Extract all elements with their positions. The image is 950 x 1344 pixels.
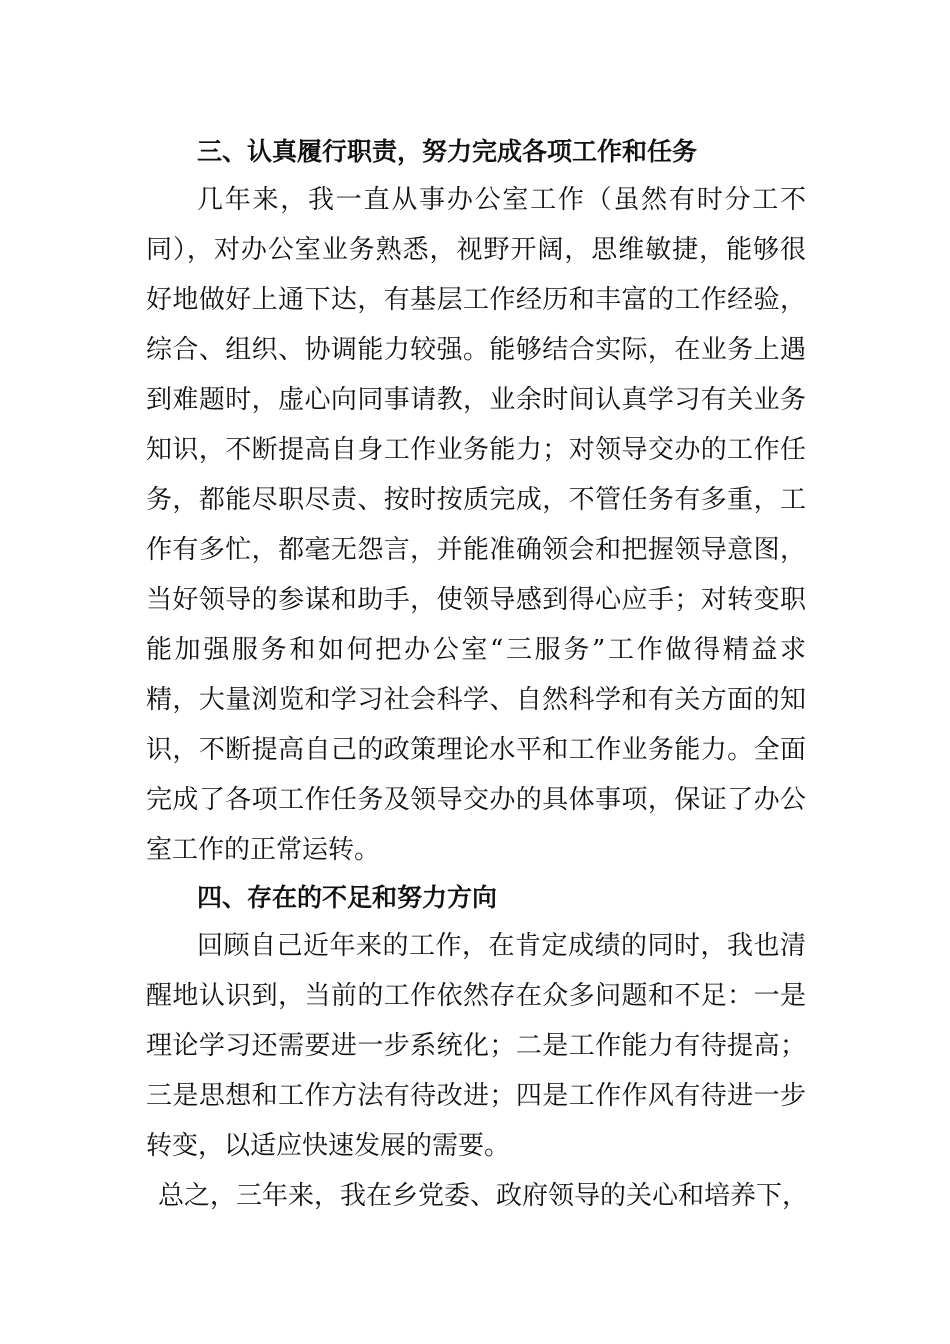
section-4-line: 三是思想和工作方法有待改进；四是工作作风有待进一步: [146, 1081, 806, 1111]
section-3-line: 当好领导的参谋和助手，使领导感到得心应手；对转变职: [146, 585, 806, 615]
section-3-heading: 三、认真履行职责，努力完成各项工作和任务: [197, 137, 698, 166]
section-3-line: 完成了各项工作任务及领导交办的具体事项，保证了办公: [146, 785, 806, 815]
section-3-line: 知识，不断提高自身工作业务能力；对领导交办的工作任: [146, 435, 806, 465]
section-4-line: 理论学习还需要进一步系统化；二是工作能力有待提高；: [146, 1031, 806, 1061]
section-3-line: 几年来，我一直从事办公室工作（虽然有时分工不: [197, 185, 806, 215]
section-3-line: 好地做好上通下达，有基层工作经历和丰富的工作经验，: [146, 285, 806, 315]
section-3-line: 同），对办公室业务熟悉，视野开阔，思维敏捷，能够很: [146, 235, 806, 265]
closing-line: 总之，三年来，我在乡党委、政府领导的关心和培养下，: [158, 1181, 809, 1211]
section-3-line: 精，大量浏览和学习社会科学、自然科学和有关方面的知: [146, 685, 806, 715]
section-3-line: 作有多忙，都毫无怨言，并能准确领会和把握领导意图，: [146, 535, 806, 565]
section-3-line: 识，不断提高自己的政策理论水平和工作业务能力。全面: [146, 735, 806, 765]
section-3-line: 综合、组织、协调能力较强。能够结合实际，在业务上遇: [146, 335, 806, 365]
section-4-line: 转变，以适应快速发展的需要。: [146, 1131, 511, 1161]
section-4-line: 回顾自己近年来的工作，在肯定成绩的同时，我也清: [197, 931, 806, 961]
section-3-line: 室工作的正常运转。: [146, 835, 381, 865]
section-3-line: 务，都能尽职尽责、按时按质完成，不管任务有多重，工: [146, 485, 806, 515]
section-3-line: 到难题时，虚心向同事请教，业余时间认真学习有关业务: [146, 385, 806, 415]
section-4-line: 醒地认识到，当前的工作依然存在众多问题和不足：一是: [146, 981, 806, 1011]
section-3-line: 能加强服务和如何把办公室“三服务”工作做得精益求: [146, 635, 806, 665]
section-4-heading: 四、存在的不足和努力方向: [197, 883, 498, 912]
